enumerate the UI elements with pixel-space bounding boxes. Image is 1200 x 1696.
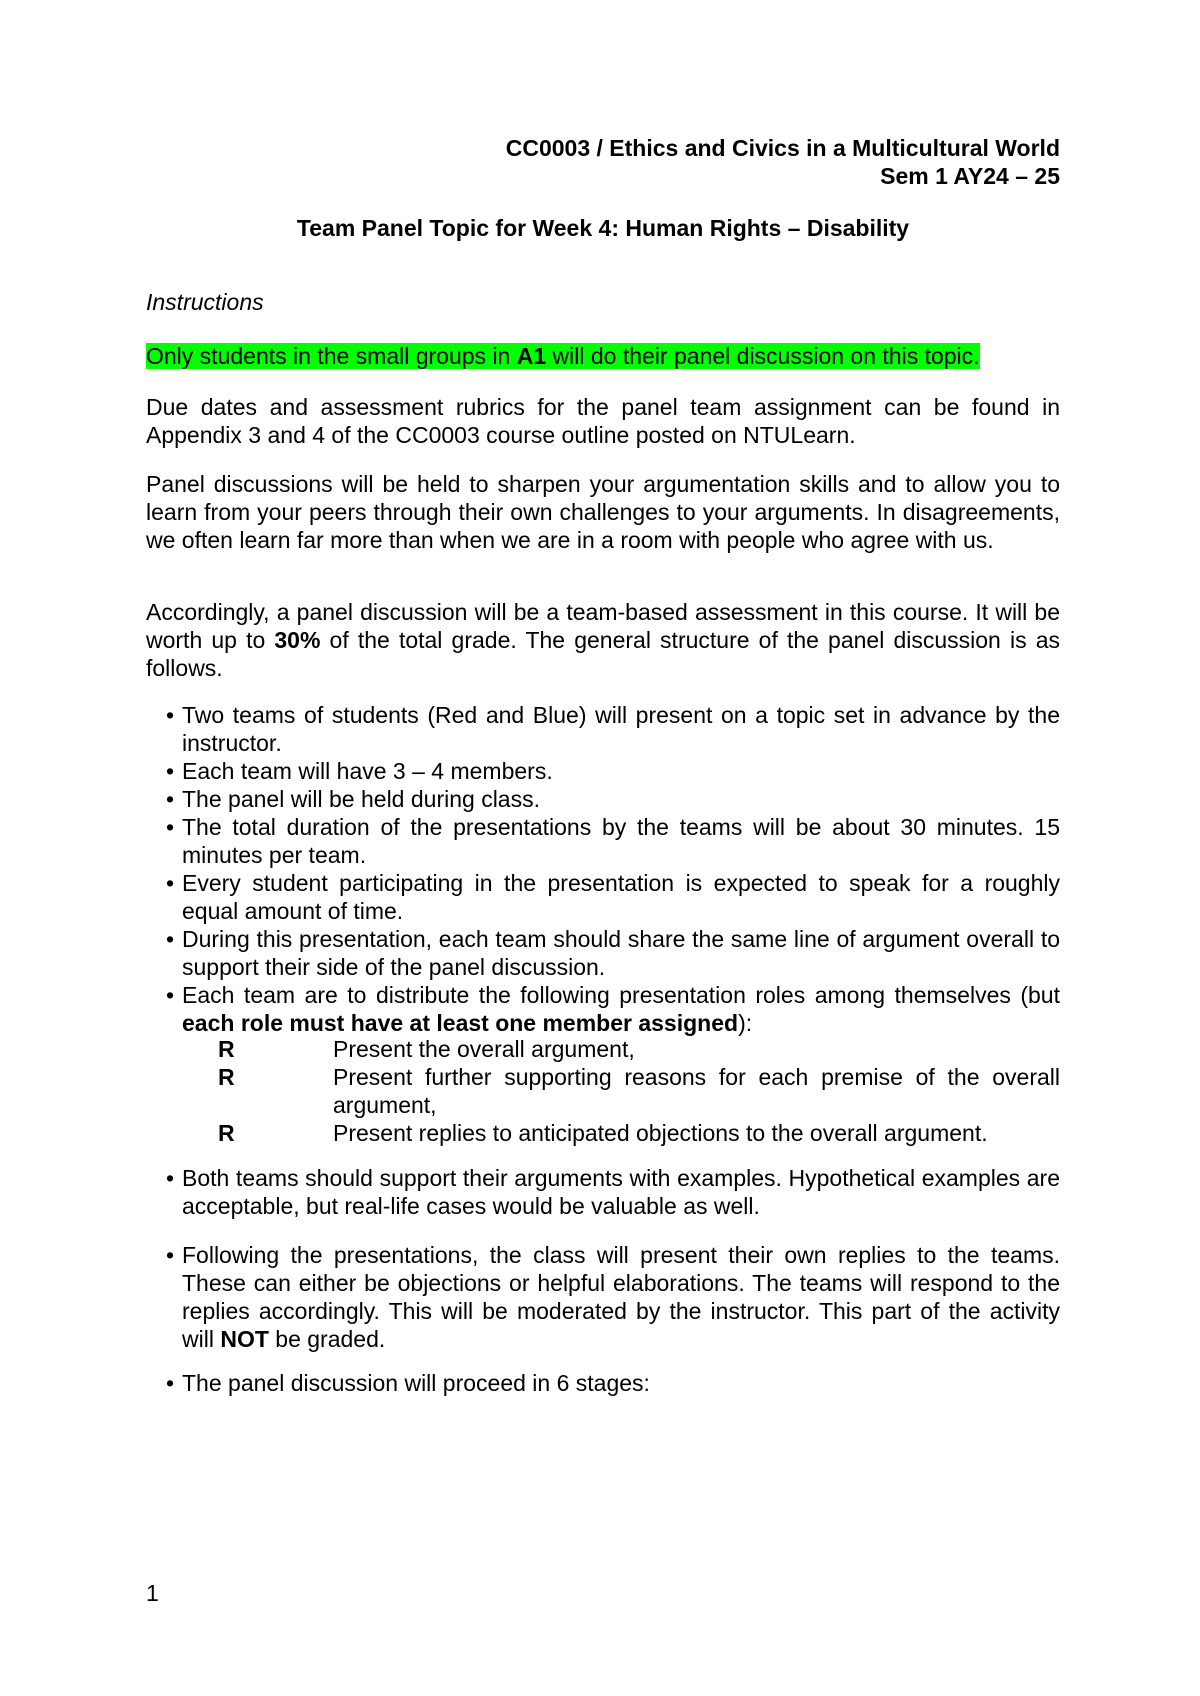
list-item bbox=[146, 869, 1060, 925]
role-text: Present replies to anticipated objections to the overall argument. bbox=[333, 1120, 988, 1146]
bullet-text: Every student participating in the presentation is expected to speak for a roughly equal amount of time. bbox=[182, 870, 1060, 924]
semester-label: Sem 1 AY24 – 25 bbox=[880, 163, 1060, 189]
instructions-heading: Instructions bbox=[146, 289, 264, 315]
roles-text-before: Each team are to distribute the following presentation roles among themselves (but bbox=[182, 982, 1060, 1008]
bullet-icon: • bbox=[166, 926, 175, 952]
bullet-text: Both teams should support their arguments with examples. Hypothetical examples are acceptable, but real-life cases would be valuable as well. bbox=[182, 1165, 1060, 1219]
role-item bbox=[218, 1063, 1060, 1119]
role-marker: R bbox=[218, 1036, 235, 1062]
role-item bbox=[218, 1119, 1060, 1147]
document-title: Team Panel Topic for Week 4: Human Rights – Disability bbox=[296, 215, 910, 241]
list-item bbox=[146, 1369, 1060, 1397]
notice-text-after: will do their panel discussion on this topic. bbox=[546, 343, 980, 369]
list-item bbox=[146, 925, 1060, 981]
bullet-icon: • bbox=[166, 758, 175, 784]
roles-list bbox=[218, 1035, 1060, 1147]
assessment-weight: 30% bbox=[274, 627, 321, 653]
roles-text-after: ): bbox=[738, 1010, 753, 1036]
roles-requirement-bold: each role must have at least one member assigned bbox=[182, 1010, 739, 1036]
due-dates-paragraph: Due dates and assessment rubrics for the panel team assignment can be found in Appendix 3 and 4 of the CC0003 course outline posted on NTULearn. bbox=[146, 394, 1060, 448]
panel-purpose-paragraph: Panel discussions will be held to sharpen your argumentation skills and to allow you to learn from your peers through their own challenges to your arguments. In disagreements, we often learn far more than when we are in a room with people who agree with us. bbox=[146, 471, 1060, 553]
stages-bullet bbox=[146, 1369, 1060, 1397]
assessment-text-before: Accordingly, a panel discussion will be a team-based assessment in this course. It will be worth up to bbox=[146, 599, 1060, 653]
role-item bbox=[218, 1035, 1060, 1063]
bullet-icon: • bbox=[166, 1242, 175, 1268]
notice-group-bold: A1 bbox=[516, 343, 547, 369]
assessment-text-after: of the total grade. The general structure of the panel discussion is as follows. bbox=[146, 627, 1060, 681]
bullet-text: The total duration of the presentations by the teams will be about 30 minutes. 15 minutes per team. bbox=[182, 814, 1060, 868]
role-marker: R bbox=[218, 1120, 235, 1146]
role-text: Present further supporting reasons for each premise of the overall argument, bbox=[333, 1064, 1060, 1118]
list-item bbox=[146, 813, 1060, 869]
bullet-icon: • bbox=[166, 1165, 175, 1191]
list-item bbox=[146, 785, 1060, 813]
bullet-text: Two teams of students (Red and Blue) will present on a topic set in advance by the instructor. bbox=[182, 702, 1060, 756]
role-marker: R bbox=[218, 1064, 235, 1090]
following-text-before: Following the presentations, the class will present their own replies to the teams. These can either be objections or helpful elaborations. The teams will respond to the replies accordingly. This will be moderated by the instructor. This part of the activity will bbox=[182, 1242, 1060, 1352]
bullet-icon: • bbox=[166, 702, 175, 728]
bullet-icon: • bbox=[166, 814, 175, 840]
list-item bbox=[146, 1241, 1060, 1353]
highlighted-notice bbox=[146, 342, 1060, 370]
following-text-after: be graded. bbox=[268, 1326, 386, 1352]
bullet-icon: • bbox=[166, 1370, 175, 1396]
examples-bullet bbox=[146, 1164, 1060, 1220]
bullet-icon: • bbox=[166, 982, 175, 1008]
bullet-text: The panel will be held during class. bbox=[182, 786, 540, 812]
assessment-paragraph bbox=[146, 598, 1060, 682]
following-not-bold: NOT bbox=[220, 1326, 269, 1352]
list-item bbox=[146, 1164, 1060, 1220]
bullet-text: During this presentation, each team should share the same line of argument overall to support their side of the panel discussion. bbox=[182, 926, 1060, 980]
notice-text-before: Only students in the small groups in bbox=[146, 343, 517, 369]
page-number: 1 bbox=[146, 1580, 159, 1606]
bullet-text: Each team will have 3 – 4 members. bbox=[182, 758, 553, 784]
role-text: Present the overall argument, bbox=[333, 1036, 635, 1062]
structure-bullet-list bbox=[146, 701, 1060, 1037]
course-title: CC0003 / Ethics and Civics in a Multicultural World bbox=[505, 135, 1060, 161]
bullet-icon: • bbox=[166, 870, 175, 896]
list-item bbox=[146, 757, 1060, 785]
list-item bbox=[146, 701, 1060, 757]
bullet-text: The panel discussion will proceed in 6 stages: bbox=[182, 1370, 650, 1396]
following-bullet bbox=[146, 1241, 1060, 1353]
list-item bbox=[146, 981, 1060, 1037]
bullet-icon: • bbox=[166, 786, 175, 812]
